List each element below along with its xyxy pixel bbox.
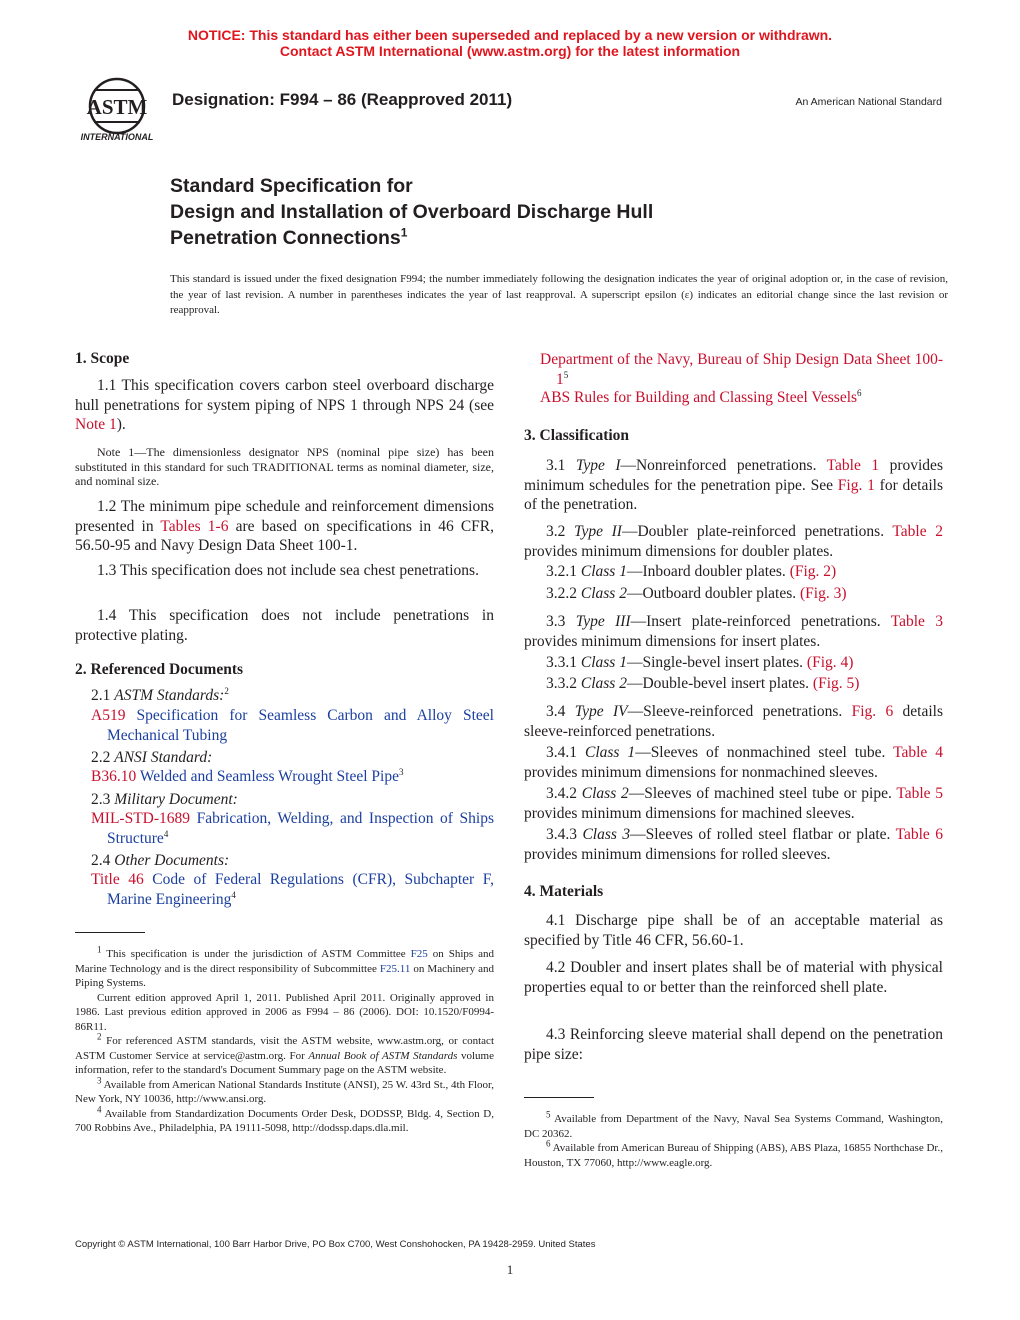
footnote-4: $^4$ Available from Standardization Documents Order Desk, DODSSP, Bldg. 4, Section D, 700 Robbins Ave., Philadelphia, PA 19111-5098, http://dodssp.daps.dla.mil. [75, 1103, 494, 1134]
note-1: Note 1—The dimensionless designator NPS (nominal pipe size) has been substituted in this standard for such TRADITIONAL terms as nominal diameter, size, and nominal size. [75, 445, 494, 488]
class-3-3-2: 3.3.2 Class 2—Double-bevel insert plates. (Fig. 5) [546, 675, 860, 692]
class-3-3: 3.3 Type III—Insert plate-reinforced penetrations. Table 3 provides minimum dimensions for insert plates. [524, 613, 944, 650]
table-4-link[interactable]: Table 4 [893, 744, 943, 761]
class-3-4-1: 3.4.1 Class 1—Sleeves of nonmachined steel tube. Table 4 provides minimum dimensions for nonmachined sleeves. [524, 744, 943, 781]
class-3-4: 3.4 Type IV—Sleeve-reinforced penetrations. Fig. 6 details sleeve-reinforced penetrations. [524, 703, 943, 740]
materials-4-2: 4.2 Doubler and insert plates shall be of material with physical properties equal to or better than the reinforced shell plate. [524, 959, 943, 996]
footnote-5: $^5$ Available from Department of the Navy, Naval Sea Systems Command, Washington, DC 20362. [524, 1109, 943, 1140]
astm-logo-icon [74, 76, 160, 144]
ref-abs[interactable]: ABS Rules for Building and Classing Steel Vessels$^6$ [540, 387, 862, 406]
class-3-1: 3.1 Type I—Nonreinforced penetrations. Table 1 provides minimum schedules for the penetration pipe. See Fig. 1 for details of the penetration. [524, 457, 943, 513]
title-line-1: Standard Specification for [170, 175, 413, 197]
f25-11-link[interactable]: F25.11 [379, 962, 411, 975]
footnote-1-edition: Current edition approved April 1, 2011. Published April 2011. Originally approved in 1986. Last previous edition approved in 2006 as F994 – 86 (2006). DOI: 10.1520/F0994-86R11. [75, 991, 494, 1033]
fig-3-link[interactable]: (Fig. 3) [800, 585, 847, 602]
scope-1-3: 1.3 This specification does not include sea chest penetrations. [97, 562, 479, 579]
materials-heading: 4. Materials [524, 883, 604, 900]
refs-heading: 2. Referenced Documents [75, 661, 244, 678]
class-3-2: 3.2 Type II—Doubler plate-reinforced penetrations. Table 2 provides minimum dimensions for doubler plates. [524, 523, 943, 560]
footnote-2: $^2$ For referenced ASTM standards, visit the ASTM website, www.astm.org, or contact ASTM Customer Service at service@astm.org. For Annual Book of ASTM Standards volume information, refer to the standard's Document Summary page on the ASTM website. [75, 1031, 494, 1076]
footnote-3: $^3$ Available from American National Standards Institute (ANSI), 25 W. 43rd St., 4th Floor, New York, NY 10036, http://www.ansi.org. [75, 1074, 494, 1105]
footnote-divider-right [524, 1097, 594, 1098]
f25-link[interactable]: F25 [410, 948, 428, 960]
fig-4-link[interactable]: (Fig. 4) [806, 654, 854, 671]
class-3-2-1: 3.2.1 Class 1—Inboard doubler plates. (Fig. 2) [546, 563, 837, 580]
materials-4-1: 4.1 Discharge pipe shall be of an acceptable material as specified by Title 46 CFR, 56.60-1. [524, 912, 943, 949]
ref-b36[interactable]: B36.10 Welded and Seamless Wrought Steel Pipe$^3$ [91, 766, 404, 785]
materials-4-3: 4.3 Reinforcing sleeve material shall depend on the penetration pipe size: [524, 1026, 943, 1063]
note-1-link[interactable]: Note 1 [75, 416, 117, 433]
svg-text:INTERNATIONAL: INTERNATIONAL [80, 132, 154, 142]
svg-text:ASTM: ASTM [86, 95, 148, 119]
table-5-link[interactable]: Table 5 [896, 785, 944, 802]
fig-2-link[interactable]: (Fig. 2) [789, 563, 837, 580]
table-3-link[interactable]: Table 3 [890, 613, 944, 630]
fig-5-link[interactable]: (Fig. 5) [812, 675, 860, 692]
astm-logo [74, 76, 160, 144]
footnote-1: $^1$ This specification is under the jurisdiction of ASTM Committee F25 on Ships and Marine Technology and is the direct responsibility of Subcommittee F25.11 on Machinery and Piping Systems. [75, 944, 494, 989]
scope-1-4: 1.4 This specification does not include penetrations in protective plating. [75, 607, 494, 644]
class-3-4-2: 3.4.2 Class 2—Sleeves of machined steel tube or pipe. Table 5 provides minimum dimensions for machined sleeves. [524, 785, 944, 822]
scope-1-2: 1.2 The minimum pipe schedule and reinforcement dimensions presented in Tables 1-6 are based on specifications in 46 CFR, 56.50-95 and Navy Design Data Sheet 100-1. [75, 498, 494, 554]
notice-line-2: Contact ASTM International (www.astm.org) for the latest information [279, 43, 741, 59]
fig-1-link[interactable]: Fig. 1 [837, 476, 875, 494]
table-2-link[interactable]: Table 2 [892, 523, 943, 540]
classification-heading: 3. Classification [524, 427, 630, 444]
refs-ansi-label: 2.2 ANSI Standard: [91, 749, 213, 766]
title-line-3: Penetration Connections$^1$ [170, 225, 408, 249]
american-national-standard: An American National Standard [795, 96, 942, 108]
ref-mil-std[interactable]: MIL-STD-1689 Fabrication, Welding, and Inspection of Ships Structure$^4$ [91, 810, 494, 847]
refs-astm-label: 2.1 ASTM Standards:$^2$ [91, 685, 229, 704]
class-3-4-3: 3.4.3 Class 3—Sleeves of rolled steel flatbar or plate. Table 6 provides minimum dimensions for rolled sleeves. [524, 826, 944, 863]
ref-navy[interactable]: Department of the Navy, Bureau of Ship Design Data Sheet $100-1^5$ [540, 351, 943, 388]
designation: Designation: F994 – 86 (Reapproved 2011) [172, 90, 513, 109]
scope-heading: 1. Scope [75, 350, 130, 367]
footnote-divider-left [75, 932, 145, 933]
title-footnote-ref: 1 [400, 225, 408, 240]
copyright: Copyright © ASTM International, 100 Barr Harbor Drive, PO Box C700, West Conshohocken, PA 19428-2959. United States [75, 1239, 596, 1250]
class-3-2-2: 3.2.2 Class 2—Outboard doubler plates. (Fig. 3) [546, 585, 847, 602]
ref-a519[interactable]: A519 Specification for Seamless Carbon and Alloy Steel Mechanical Tubing [91, 707, 494, 744]
ref-title-46[interactable]: Title 46 Code of Federal Regulations (CFR), Subchapter F, Marine Engineering$^4$ [91, 871, 494, 908]
refs-other-label: 2.4 Other Documents: [91, 852, 230, 869]
notice-line-1: NOTICE: This standard has either been superseded and replaced by a new version or withdrawn. [187, 27, 833, 43]
footnotes-right [524, 1109, 943, 1170]
scope-1-1: 1.1 This specification covers carbon steel overboard discharge hull penetrations for system piping of NPS 1 through NPS 24 (see Note 1). [75, 377, 494, 433]
class-3-3-1: 3.3.1 Class 1—Single-bevel insert plates. (Fig. 4) [546, 654, 854, 671]
intro-paragraph: This standard is issued under the fixed designation F994; the number immediately following the designation indicates the year of original adoption or, in the case of revision, the year of last revision. A number in parentheses indicates the year of last reapproval. A superscript epsilon (ε) indicates an editorial change since the last revision or reapproval. [170, 273, 948, 316]
fig-6-link[interactable]: Fig. 6 [851, 703, 894, 720]
document-title [170, 173, 653, 251]
page-number: 1 [506, 1262, 514, 1277]
footnotes-left [75, 944, 494, 1136]
refs-military-label: 2.3 Military Document: [91, 791, 238, 808]
table-6-link[interactable]: Table 6 [895, 826, 944, 843]
title-line-2: Design and Installation of Overboard Discharge Hull [170, 201, 654, 223]
tables-link[interactable]: Tables 1-6 [160, 517, 229, 535]
table-1-link[interactable]: Table 1 [826, 457, 880, 474]
footnote-6: $^6$ Available from American Bureau of Shipping (ABS), ABS Plaza, 16855 Northchase Dr., Houston, TX 77060, http://www.eagle.org. [524, 1138, 943, 1169]
